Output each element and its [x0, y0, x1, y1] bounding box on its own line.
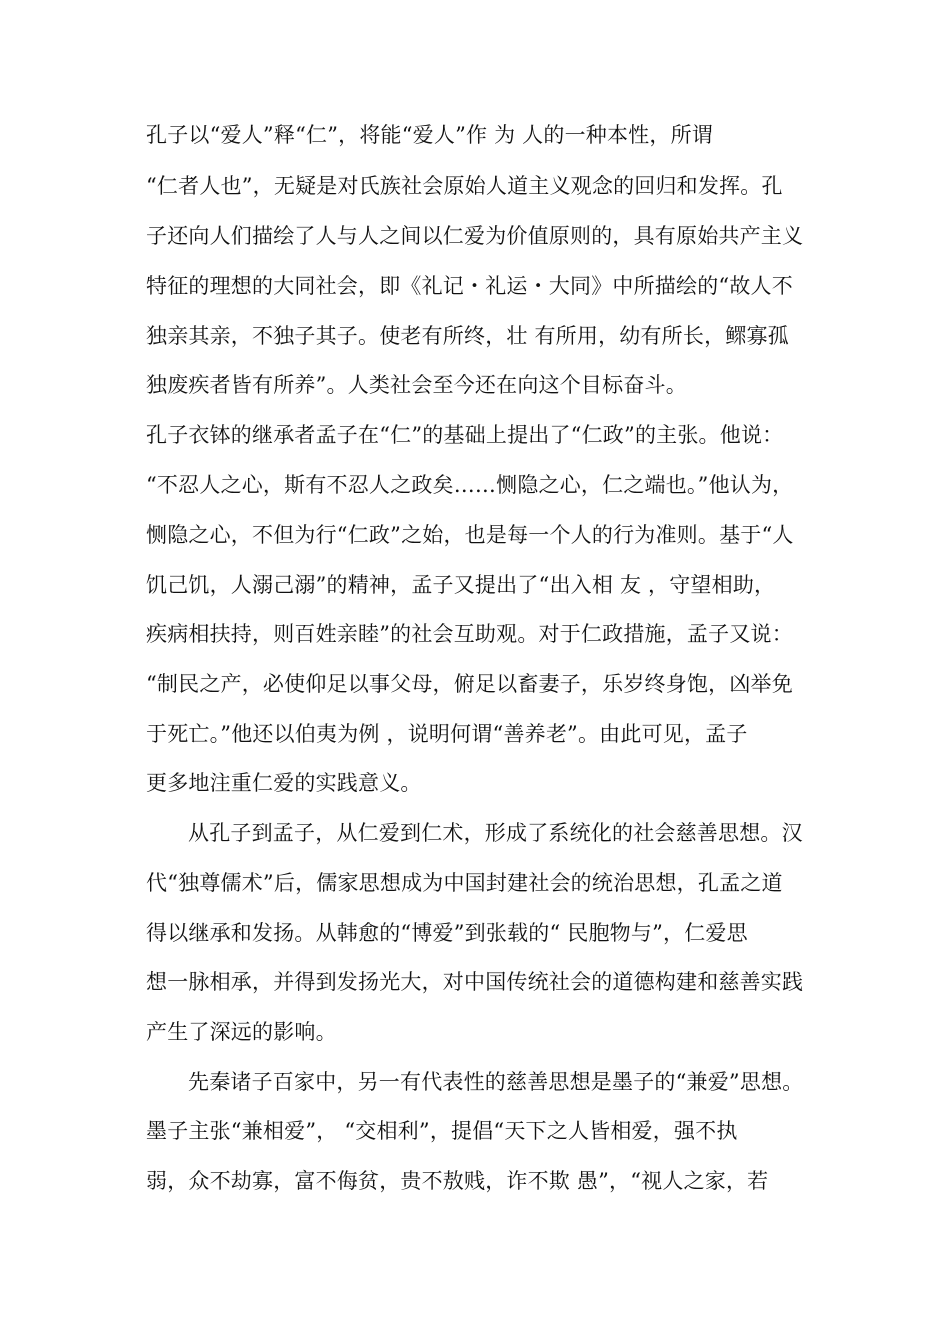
text-line: 特征的理想的大同社会，即《礼记・礼运・大同》中所描绘的“故人不: [146, 274, 793, 298]
text-line: 独废疾者皆有所养”。人类社会至今还在向这个目标奋斗。: [146, 373, 687, 397]
text-line: “制民之产，必使仰足以事父母，俯足以畜妻子，乐岁终身饱，凶举免: [146, 672, 793, 696]
text-line: 独亲其亲，不独子其子。使老有所终，壮 有所用，幼有所长，鳏寡孤: [146, 324, 789, 348]
text-line: 从孔子到孟子，从仁爱到仁术，形成了系统化的社会慈善思想。汉: [188, 821, 803, 845]
text-line: 更多地注重仁爱的实践意义。: [146, 771, 422, 795]
text-line: 子还向人们描绘了人与人之间以仁爱为价值原则的，具有原始共产主义: [146, 224, 804, 248]
text-line: 弱，众不劫寡，富不侮贫，贵不敖贱，诈不欺 愚”，“视人之家，若: [146, 1169, 769, 1193]
text-line: 恻隐之心，不但为行“仁政”之始，也是每一个人的行为准则。基于“人: [146, 523, 794, 547]
text-line: 墨子主张“兼相爱”， “交相利”，提倡“天下之人皆相爱，强不执: [146, 1119, 738, 1143]
text-line: 于死亡。”他还以伯夷为例 ，说明何谓“善养老”。由此可见，孟子: [146, 722, 748, 746]
text-line: 先秦诸子百家中，另一有代表性的慈善思想是墨子的“兼爱”思想。: [188, 1070, 804, 1094]
text-line: 得以继承和发扬。从韩愈的“博爱”到张载的“ 民胞物与”，仁爱思: [146, 921, 748, 945]
text-line: 饥己饥，人溺己溺”的精神，孟子又提出了“出入相 友 ，守望相助，: [146, 573, 776, 597]
text-line: “不忍人之心，斯有不忍人之政矣……恻隐之心，仁之端也。”他认为，: [146, 473, 794, 497]
text-line: 孔子以“爱人”释“仁”，将能“爱人”作 为 人的一种本性，所谓: [146, 123, 713, 147]
text-line: 想一脉相承，并得到发扬光大，对中国传统社会的道德构建和慈善实践: [146, 970, 804, 994]
text-line: 疾病相扶持，则百姓亲睦”的社会互助观。对于仁政措施，孟子又说：: [146, 622, 793, 646]
text-line: 孔子衣钵的继承者孟子在“仁”的基础上提出了“仁政”的主张。他说：: [146, 423, 784, 447]
text-line: 代“独尊儒术”后，儒家思想成为中国封建社会的统治思想，孔孟之道: [146, 871, 783, 895]
text-line: “仁者人也”，无疑是对氏族社会原始人道主义观念的回归和发挥。孔: [146, 174, 783, 198]
text-line: 产生了深远的影响。: [146, 1020, 337, 1044]
